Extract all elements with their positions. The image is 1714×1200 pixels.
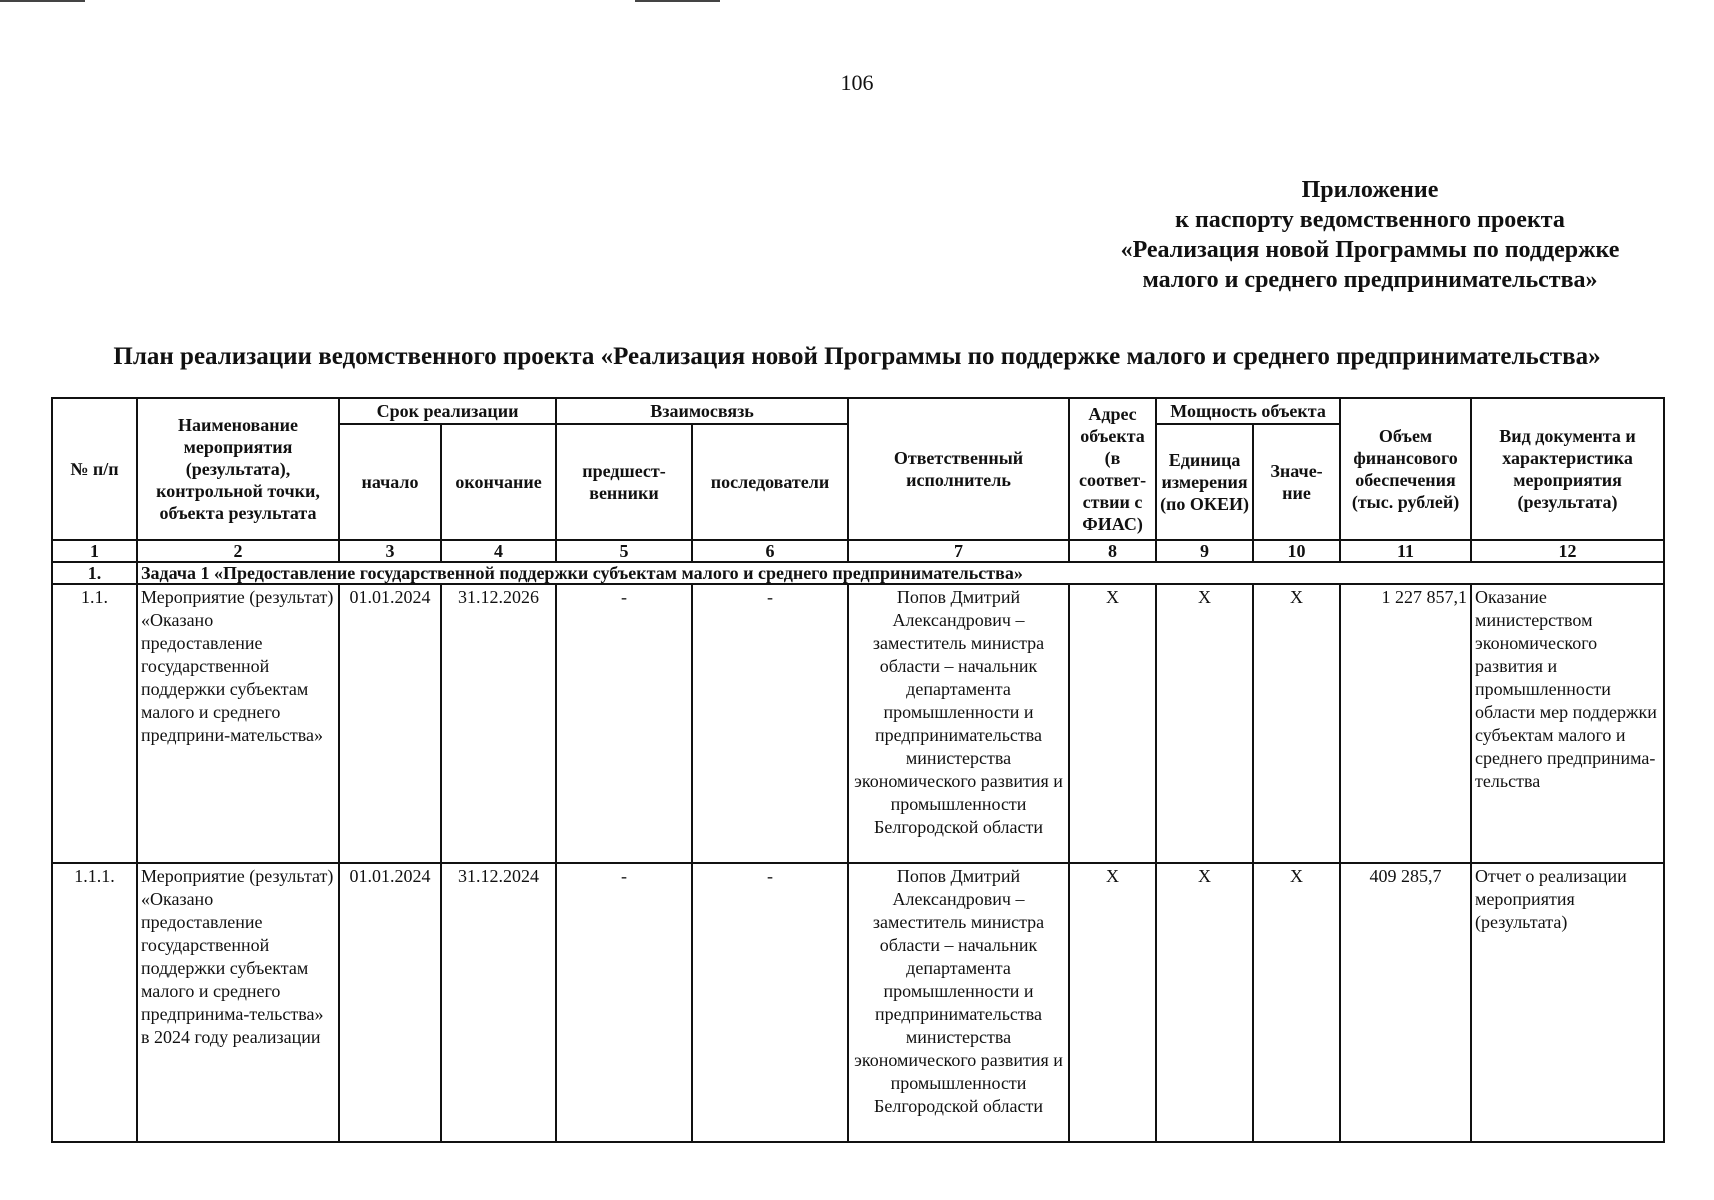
- row-responsible: Попов Дмитрий Александрович – заместитель министра области – начальник департамента промышленности и предпринимательства министерства экономического развития и промышленности Белгородской области: [848, 863, 1069, 1142]
- row-num: 1.1.1.: [52, 863, 137, 1142]
- task-title: Задача 1 «Предоставление государственной поддержки субъектам малого и среднего предпринимательства»: [137, 562, 1664, 584]
- column-numbers-row: [52, 540, 1664, 562]
- task-num: 1.: [52, 562, 137, 584]
- row-predecessors: -: [556, 584, 692, 863]
- column-number: 8: [1069, 540, 1156, 562]
- appendix-line-4: малого и среднего предпринимательства»: [1142, 267, 1598, 293]
- header-name: Наименование мероприятия (результата), контрольной точки, объекта результата: [137, 398, 339, 540]
- row-end: 31.12.2026: [441, 584, 556, 863]
- page-number: 106: [840, 70, 874, 95]
- row-unit: X: [1156, 584, 1253, 863]
- scan-edge-line-right: [635, 0, 720, 2]
- row-doc-type: Оказание министерством экономического развития и промышленности области мер поддержки субъектам малого и среднего предпринима-тельства: [1471, 584, 1664, 863]
- header-unit: Единица измерения (по ОКЕИ): [1156, 424, 1253, 540]
- column-number: 4: [441, 540, 556, 562]
- row-successors: -: [692, 863, 848, 1142]
- row-start: 01.01.2024: [339, 584, 441, 863]
- header-end: окончание: [441, 424, 556, 540]
- row-num: 1.1.: [52, 584, 137, 863]
- row-value: X: [1253, 863, 1340, 1142]
- plan-title: План реализации ведомственного проекта «Реализация новой Программы по поддержке малого и среднего предпринимательства»: [113, 343, 1601, 370]
- column-number: 2: [137, 540, 339, 562]
- header-start: начало: [339, 424, 441, 540]
- row-predecessors: -: [556, 863, 692, 1142]
- row-address: X: [1069, 584, 1156, 863]
- appendix-heading: [1070, 175, 1670, 295]
- row-start: 01.01.2024: [339, 863, 441, 1142]
- column-number: 5: [556, 540, 692, 562]
- column-number: 12: [1471, 540, 1664, 562]
- column-number: 10: [1253, 540, 1340, 562]
- implementation-plan-table: [51, 397, 1665, 1143]
- column-number: 3: [339, 540, 441, 562]
- row-name: Мероприятие (результат) «Оказано предоставление государственной поддержки субъектам малого и среднего предприни-мательства»: [137, 584, 339, 863]
- header-successors: последователи: [692, 424, 848, 540]
- column-number: 11: [1340, 540, 1471, 562]
- header-row-top: [52, 398, 1664, 424]
- row-address: X: [1069, 863, 1156, 1142]
- header-funding: Объем финансового обеспечения (тыс. рублей): [1340, 398, 1471, 540]
- row-responsible: Попов Дмитрий Александрович – заместитель министра области – начальник департамента промышленности и предпринимательства министерства экономического развития и промышленности Белгородской области: [848, 584, 1069, 863]
- column-number: 7: [848, 540, 1069, 562]
- table-row: [52, 863, 1664, 1142]
- header-value: Значе-ние: [1253, 424, 1340, 540]
- header-responsible: Ответственный исполнитель: [848, 398, 1069, 540]
- appendix-line-1: Приложение: [1301, 177, 1439, 203]
- scan-edge-line-left: [0, 0, 85, 2]
- row-successors: -: [692, 584, 848, 863]
- row-name: Мероприятие (результат) «Оказано предоставление государственной поддержки субъектам малого и среднего предпринима-тельства» в 2024 году реализации: [137, 863, 339, 1142]
- row-doc-type: Отчет о реализации мероприятия (результата): [1471, 863, 1664, 1142]
- column-number: 6: [692, 540, 848, 562]
- header-capacity: Мощность объекта: [1156, 398, 1340, 424]
- appendix-line-3: «Реализация новой Программы по поддержке: [1120, 237, 1620, 263]
- column-number: 9: [1156, 540, 1253, 562]
- row-funding: 409 285,7: [1340, 863, 1471, 1142]
- row-value: X: [1253, 584, 1340, 863]
- header-term: Срок реализации: [339, 398, 556, 424]
- row-funding: 1 227 857,1: [1340, 584, 1471, 863]
- row-end: 31.12.2024: [441, 863, 556, 1142]
- header-address: Адрес объекта (в соответ-ствии с ФИАС): [1069, 398, 1156, 540]
- column-number: 1: [52, 540, 137, 562]
- header-predecessors: предшест-венники: [556, 424, 692, 540]
- appendix-line-2: к паспорту ведомственного проекта: [1175, 207, 1565, 233]
- row-unit: X: [1156, 863, 1253, 1142]
- header-doc-type: Вид документа и характеристика мероприятия (результата): [1471, 398, 1664, 540]
- task-row: [52, 562, 1664, 584]
- table-row: [52, 584, 1664, 863]
- header-relation: Взаимосвязь: [556, 398, 848, 424]
- header-num: № п/п: [52, 398, 137, 540]
